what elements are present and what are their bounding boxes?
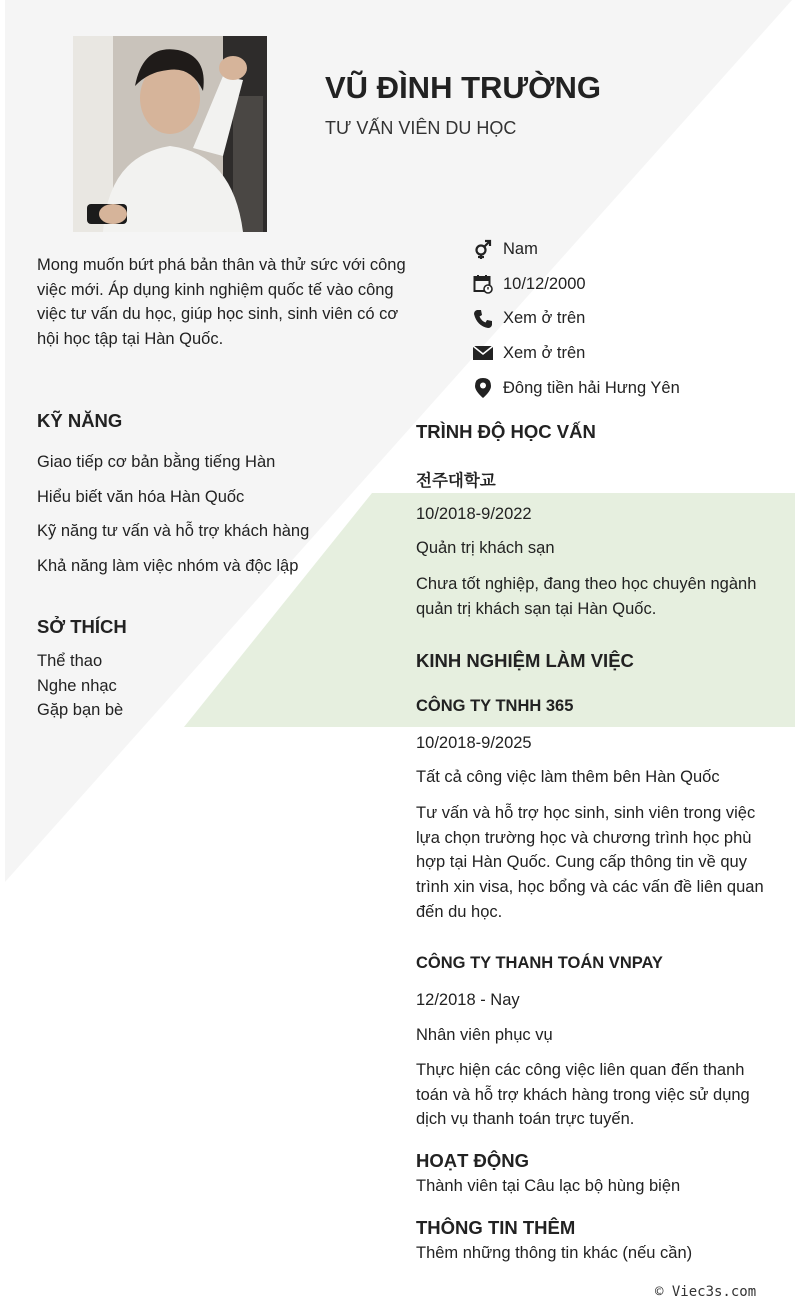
hobby-item: Gặp bạn bè [37,701,124,719]
job-company: CÔNG TY THANH TOÁN VNPAY [416,954,663,972]
education-description: Chưa tốt nghiệp, đang theo học chuyên ngành quản trị khách sạn tại Hàn Quốc. [416,575,757,618]
job-company: CÔNG TY TNHH 365 [416,697,574,715]
activities-text: Thành viên tại Câu lạc bộ hùng biện [416,1177,681,1195]
education-period: 10/2018-9/2022 [416,505,532,523]
hobbies-heading: SỞ THÍCH [37,616,127,637]
contact-address-text: Đông tiền hải Hưng Yên [503,378,680,397]
job-description: Thực hiện các công việc liên quan đến thanh toán và hỗ trợ khách hàng trong việc sử dụng dịch vụ thanh toán trực tuyến. [416,1061,750,1129]
contact-gender [472,232,792,267]
hobby-item: Thể thao [37,652,103,670]
skill-item: Giao tiếp cơ bản bằng tiếng Hàn [37,453,276,471]
hobby-item: Nghe nhạc [37,676,117,695]
location-pin-icon [472,378,493,399]
contact-email [472,336,792,371]
contact-email-text: Xem ở trên [503,343,586,362]
experience-heading: KINH NGHIỆM LÀM VIỆC [416,650,634,671]
job-description: Tư vấn và hỗ trợ học sinh, sinh viên trong việc lựa chọn trường học và chương trình học phù hợp tại Hàn Quốc. Cung cấp thông tin về quy trình xin visa, học bổng và các vấn đề liên quan đến du học. [416,804,764,921]
contact-gender-text: Nam [503,239,538,258]
contact-birthdate [472,267,792,302]
candidate-name: VŨ ĐÌNH TRƯỜNG [325,70,602,105]
contact-birthdate-text: 10/12/2000 [503,274,586,293]
skills-list [37,452,309,591]
education-heading: TRÌNH ĐỘ HỌC VẤN [416,421,596,442]
candidate-job-title: TƯ VẤN VIÊN DU HỌC [325,118,517,138]
career-objective: Mong muốn bứt phá bản thân và thử sức với công việc mới. Áp dụng kinh nghiệm quốc tế vào công việc tư vấn du học, giúp học sinh, sinh viên có cơ hội học tập tại Hàn Quốc. [37,256,406,349]
skill-item: Hiểu biết văn hóa Hàn Quốc [37,487,245,506]
footer-copyright: © Viec3s.com [655,1284,757,1300]
skill-item: Khả năng làm việc nhóm và độc lập [37,557,299,576]
gender-icon [472,239,493,260]
activities-heading: HOẠT ĐỘNG [416,1150,530,1171]
job-role: Nhân viên phục vụ [416,1026,553,1044]
calendar-icon [472,274,493,295]
job-role: Tất cả công việc làm thêm bên Hàn Quốc [416,768,720,786]
phone-icon [472,308,493,329]
envelope-icon [472,343,493,364]
job-period: 12/2018 - Nay [416,991,520,1009]
education-major: Quản trị khách sạn [416,539,555,557]
additional-info-heading: THÔNG TIN THÊM [416,1217,576,1238]
profile-photo [73,36,267,232]
contact-list [472,232,792,405]
job-period: 10/2018-9/2025 [416,734,532,752]
education-school: 전주대학교 [416,471,496,490]
contact-address [472,371,792,406]
skill-item: Kỹ năng tư vấn và hỗ trợ khách hàng [37,522,310,541]
contact-phone [472,301,792,336]
contact-phone-text: Xem ở trên [503,309,586,328]
skills-heading: KỸ NĂNG [37,410,123,431]
hobbies-list [37,651,123,725]
additional-info-text: Thêm những thông tin khác (nếu cần) [416,1244,693,1262]
